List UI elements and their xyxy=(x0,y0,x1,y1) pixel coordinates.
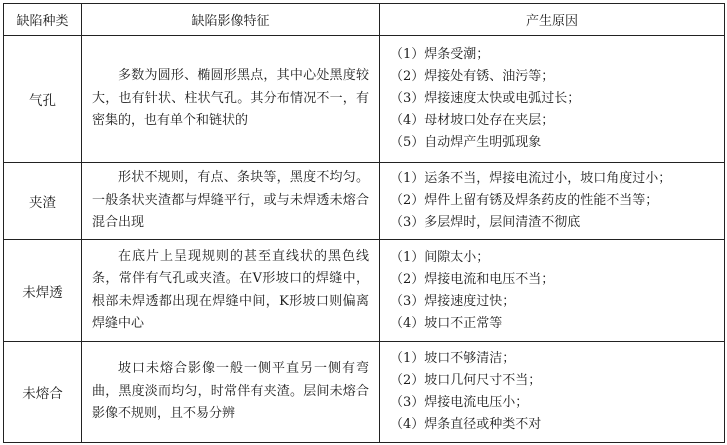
features-text: 形状不规则，有点、条块等，黑度不均匀。一般条状夹渣都与焊缝平行，或与未焊透未熔合混合出现 xyxy=(92,170,369,231)
header-defect-type: 缺陷种类 xyxy=(4,4,82,36)
table-row-porosity xyxy=(4,36,725,163)
defect-type-cell: 未焊透 xyxy=(4,240,82,342)
cause-item: （5）自动焊产生明弧现象 xyxy=(390,135,542,150)
cause-item: （3）焊接速度过快； xyxy=(390,293,516,309)
cause-item: （1）坡口不够清洁； xyxy=(390,351,516,366)
header-image-features: 缺陷影像特征 xyxy=(82,4,380,36)
cause-item: （2）焊接电流和电压不当； xyxy=(390,271,555,287)
table-row-incomplete-penetration xyxy=(4,240,725,342)
table-row-slag-inclusion xyxy=(4,163,725,240)
table-header-row xyxy=(4,4,725,36)
table-row-lack-of-fusion xyxy=(4,342,725,443)
cause-item: （3）焊接电流电压小； xyxy=(390,395,529,410)
causes-cell xyxy=(380,163,725,240)
cause-item: （3）焊接速度太快或电弧过长； xyxy=(390,91,581,106)
features-cell xyxy=(82,342,380,443)
cause-item: （2）焊件上留有锈及焊条药皮的性能不当等； xyxy=(390,193,659,208)
cause-item: （2）焊接处有锈、油污等； xyxy=(390,69,555,84)
cause-item: （1）焊条受潮； xyxy=(390,47,490,62)
defect-type-cell: 未熔合 xyxy=(4,342,82,443)
defect-table xyxy=(3,3,725,443)
cause-item: （1）间隙太小； xyxy=(390,249,490,265)
cause-item: （4）焊条直径或种类不对 xyxy=(390,417,542,432)
cause-item: （3）多层焊时，层间清渣不彻底 xyxy=(390,215,581,230)
defect-type-cell: 气孔 xyxy=(4,36,82,163)
features-cell xyxy=(82,240,380,342)
features-text: 坡口未熔合影像一般一侧平直另一侧有弯曲，黑度淡而均匀，时常伴有夹渣。层间未熔合影像不规则，且不易分辨 xyxy=(92,361,369,422)
cause-item: （2）坡口几何尺寸不当； xyxy=(390,373,542,388)
causes-cell xyxy=(380,240,725,342)
cause-item: （4）母材坡口处存在夹层； xyxy=(390,113,555,128)
cause-item: （1）运条不当，焊接电流过小，坡口角度过小； xyxy=(390,171,672,186)
features-text: 在底片上呈现规则的甚至直线状的黑色线条，常伴有气孔或夹渣。在V形坡口的焊缝中，根部未焊透都出现在焊缝中间，K形坡口则偏离焊缝中心 xyxy=(92,248,369,331)
header-causes: 产生原因 xyxy=(380,4,725,36)
features-cell xyxy=(82,36,380,163)
features-text: 多数为圆形、椭圆形黑点，其中心处黑度较大，也有针状、柱状气孔。其分布情况不一，有密集的，也有单个和链状的 xyxy=(92,68,369,129)
defect-table-container xyxy=(3,3,724,441)
features-cell xyxy=(82,163,380,240)
defect-type-cell: 夹渣 xyxy=(4,163,82,240)
causes-cell xyxy=(380,36,725,163)
causes-cell xyxy=(380,342,725,443)
cause-item: （4）坡口不正常等 xyxy=(390,315,503,331)
